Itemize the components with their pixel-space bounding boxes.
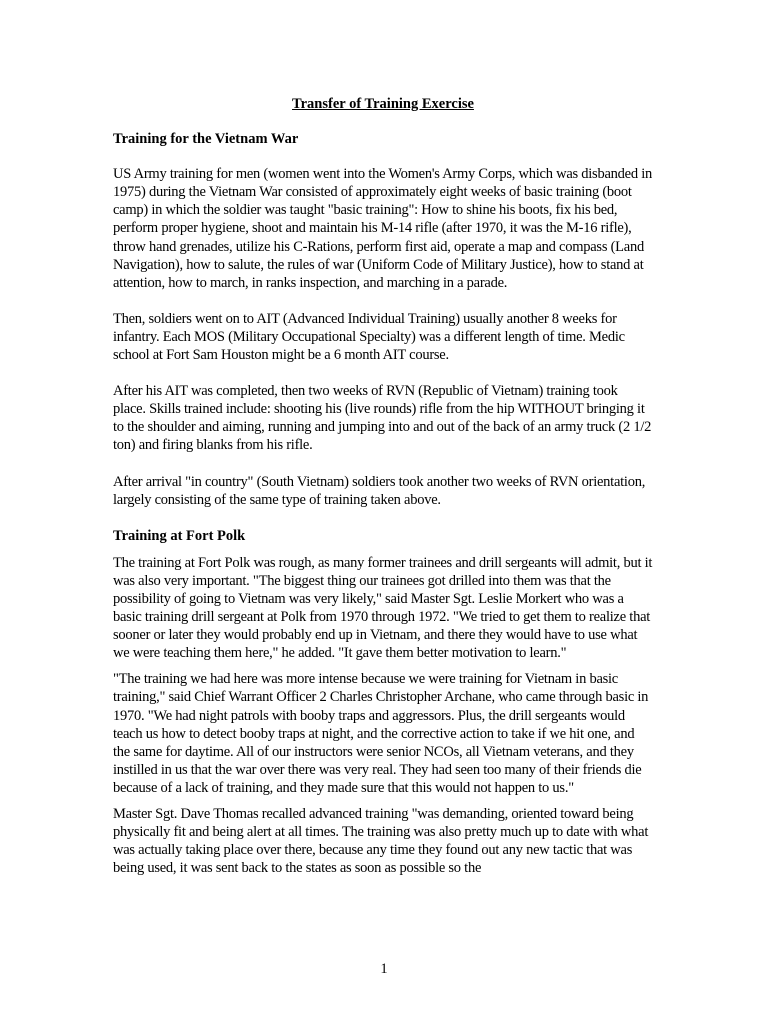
paragraph: "The training we had here was more intense because we were training for Vietnam in basic training," said Chief Warrant Officer 2 Charles Christopher Archane, who came through basic in 1970. "We had night patrols with booby traps and aggressors. Plus, the drill sergeants would teach us how to detect booby traps at night, and the corrective action to take if we hit one, and the same for daytime. All of our instructors were senior NCOs, all Vietnam veterans, and they instilled in us that the war over there was very real. They had seen too many of their friends die because of a lack of training, and they made sure that this would not happen to us." — [113, 671, 649, 796]
paragraph: The training at Fort Polk was rough, as many former trainees and drill sergeants will admit, but it was also very important. "The biggest thing our trainees got drilled into them was that the possibility of going to Vietnam was very likely," said Master Sgt. Leslie Morkert who was a basic training drill sergeant at Polk from 1970 through 1972. "We tried to get them to realize that sooner or later they would probably end up in Vietnam, and there they would have to use what we were teaching them here," he added. "It gave them better motivation to learn." — [113, 554, 653, 662]
paragraph: After arrival "in country" (South Vietnam) soldiers took another two weeks of RVN orientation, largely consisting of the same type of training taken above. — [113, 473, 646, 508]
document-page — [113, 95, 653, 885]
paragraph: After his AIT was completed, then two weeks of RVN (Republic of Vietnam) training took place. Skills trained include: shooting his (live rounds) rifle from the hip WITHOUT bringing it to the shoulder and aiming, running and jumping into and out of the back of an army truck (2 1/2 ton) and firing blanks from his rifle. — [113, 383, 652, 454]
document-title: Transfer of Training Exercise — [292, 96, 474, 112]
section-heading-vietnam-war: Training for the Vietnam War — [113, 131, 299, 148]
paragraph: US Army training for men (women went into the Women's Army Corps, which was disbanded in 1975) during the Vietnam War consisted of approximately eight weeks of basic training (boot camp) in which the soldier was taught "basic training": How to shine his boots, fix his bed, perform proper hygiene, shoot and maintain his M-14 rifle (after 1970, it was the M-16 rifle), throw hand grenades, utilize his C-Rations, perform first aid, operate a map and compass (Land Navigation), how to salute, the rules of war (Uniform Code of Military Justice), how to stand at attention, how to march, in ranks inspection, and marching in a parade. — [113, 166, 652, 291]
paragraph: Master Sgt. Dave Thomas recalled advanced training "was demanding, oriented toward being physically fit and being alert at all times. The training was also pretty much up to date with what was actually taking place over there, because any time they found out any new tactic that was being used, it was sent back to the states as soon as possible so the — [113, 806, 649, 877]
paragraph: Then, soldiers went on to AIT (Advanced Individual Training) usually another 8 weeks for infantry. Each MOS (Military Occupational Specialty) was a different length of time. Medic school at Fort Sam Houston might be a 6 month AIT course. — [113, 310, 625, 364]
section-heading-fort-polk: Training at Fort Polk — [113, 527, 246, 544]
page-number: 1 — [380, 961, 388, 977]
